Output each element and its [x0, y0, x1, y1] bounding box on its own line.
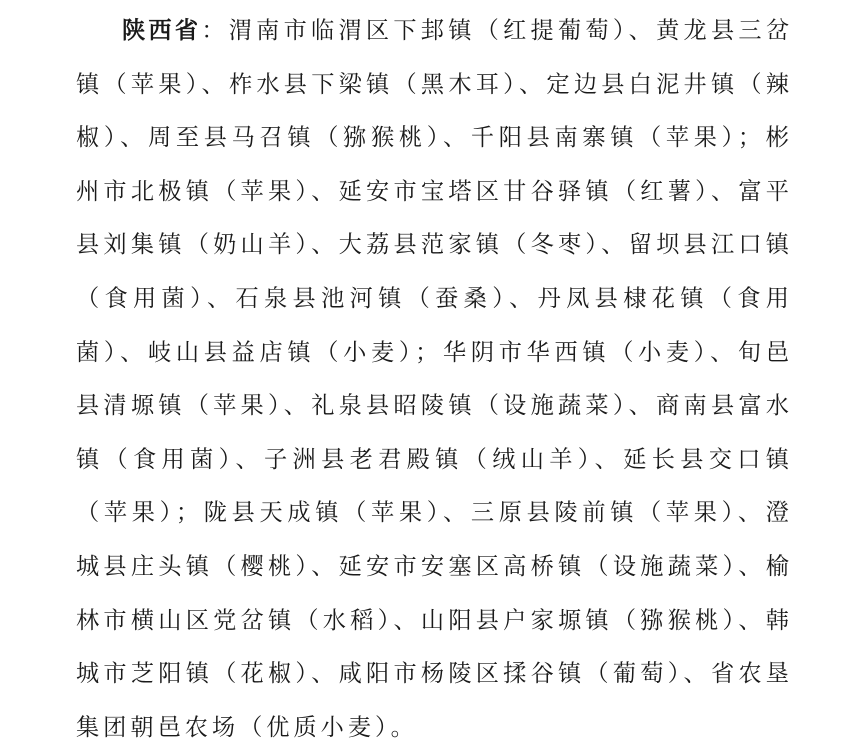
paragraph [76, 4, 793, 754]
province-label: 陕西省 [122, 17, 202, 44]
paragraph-body: ：渭南市临渭区下邽镇（红提葡萄）、黄龙县三岔镇（苹果）、柞水县下梁镇（黑木耳）、定边县白泥井镇（辣椒）、周至县马召镇（猕猴桃）、千阳县南寨镇（苹果）；彬州市北极镇（苹果）、延安市宝塔区甘谷驿镇（红薯）、富平县刘集镇（奶山羊）、大荔县范家镇（冬枣）、留坝县江口镇（食用菌）、石泉县池河镇（蚕桑）、丹凤县棣花镇（食用菌）、岐山县益店镇（小麦）；华阴市华西镇（小麦）、旬邑县清塬镇（苹果）、礼泉县昭陵镇（设施蔬菜）、商南县富水镇（食用菌）、子洲县老君殿镇（绒山羊）、延长县交口镇（苹果）；陇县天成镇（苹果）、三原县陵前镇（苹果）、澄城县庄头镇（樱桃）、延安市安塞区高桥镇（设施蔬菜）、榆林市横山区党岔镇（水稻）、山阳县户家塬镇（猕猴桃）、韩城市芝阳镇（花椒）、咸阳市杨陵区揉谷镇（葡萄）、省农垦集团朝邑农场（优质小麦）。 [76, 17, 794, 741]
